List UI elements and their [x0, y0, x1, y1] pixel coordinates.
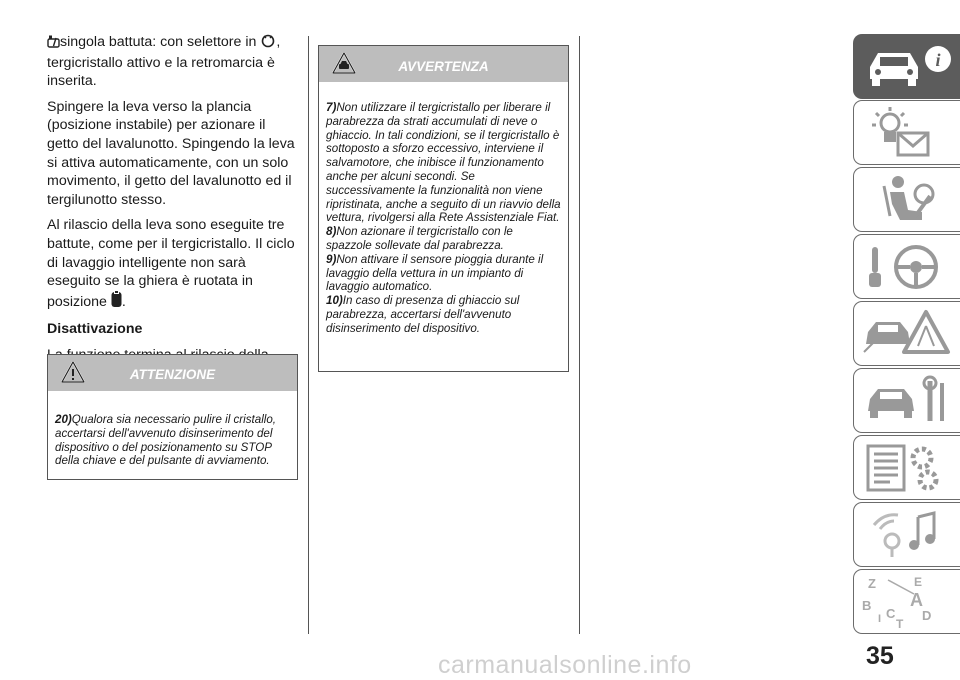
svg-text:I: I: [878, 613, 882, 625]
note-item: 8)Non azionare il tergicristallo con le spazzole sollevate dal parabrezza.: [326, 225, 513, 252]
seat-safety-icon: [860, 172, 955, 227]
page-number: 35: [866, 642, 894, 670]
avvertenza-header: [319, 46, 568, 82]
rear-wiper-icon: [47, 35, 60, 54]
section-heading-disattivazione: Disattivazione: [47, 321, 143, 338]
watermark: carmanualsonline.info: [438, 651, 692, 679]
svg-text:B: B: [862, 598, 872, 613]
index-icon: [860, 574, 955, 629]
paragraph-washer-jet: Spingere la leva verso la plancia (posizione instabile) per azionare il getto del lavalunotto. Spingendo la leva si attiva automaticamente, con un solo movimento, il getto del lavalunotto ed il tergilunotto stesso.: [47, 98, 295, 208]
car-info-icon: [860, 39, 955, 94]
svg-text:C: C: [886, 606, 896, 621]
column-divider: [308, 36, 309, 634]
technical-data-icon: [860, 440, 955, 495]
paragraph-rear-wiper-single-stroke: singola battuta: con selettore in , tergicristallo attivo e la retromarcia è inserita.: [47, 34, 281, 90]
note-item: 9)Non attivare il sensore pioggia durante il lavaggio della vettura in un impianto di lavaggio automatico.: [326, 252, 544, 294]
svg-text:D: D: [922, 608, 932, 623]
tab-lights-warnings[interactable]: [853, 100, 960, 165]
note-item: 20)Qualora sia necessario pulire il cristallo, accertarsi dell'avvenuto disinserimento del dispositivo o del posizionamento su STOP della chiave e del pulsante di avviamento.: [55, 413, 277, 468]
tab-maintenance[interactable]: [853, 368, 960, 433]
attenzione-notes: [48, 391, 297, 476]
main-text-column: [47, 33, 299, 390]
ring-position-icon: [111, 291, 122, 314]
column-divider: [579, 36, 580, 634]
tab-index[interactable]: [853, 569, 960, 634]
lights-warning-icon: [860, 105, 955, 160]
tab-safety[interactable]: [853, 167, 960, 232]
tab-emergency[interactable]: [853, 301, 960, 366]
tab-technical-data[interactable]: [853, 435, 960, 500]
svg-text:Z: Z: [868, 576, 876, 591]
multimedia-icon: [860, 507, 955, 562]
attenzione-header: [48, 355, 297, 391]
tab-starting-driving[interactable]: [853, 234, 960, 299]
maintenance-icon: [860, 373, 955, 428]
note-item: 7)Non utilizzare il tergicristallo per liberare il parabrezza da strati accumulati di neve o ghiaccio. In tali condizioni, se il tergicristallo è sottoposto a sforzo eccessivo, interviene il salvamotore, che inibisce il funzionamento anche per alcuni secondi. Se successivamente la funzionalità non viene ripristinata, anche a seguito di un riavvio della vettura, rivolgersi alla Rete Assistenziale Fiat.: [326, 101, 561, 225]
avvertenza-box: [318, 45, 569, 372]
svg-text:T: T: [896, 617, 904, 629]
tab-multimedia[interactable]: [853, 502, 960, 567]
selector-position-icon: [260, 34, 276, 54]
svg-text:E: E: [914, 575, 923, 589]
avvertenza-notes: [319, 82, 568, 344]
attenzione-title: ATTENZIONE: [129, 367, 216, 382]
note-item: 10)In caso di presenza di ghiaccio sul parabrezza, accertarsi dell'avvenuto disinserimento del dispositivo.: [326, 294, 520, 335]
tab-car-info[interactable]: [853, 34, 960, 99]
svg-text:A: A: [910, 590, 923, 610]
attenzione-box: [47, 354, 298, 480]
paragraph-wash-cycle: Al rilascio della leva sono eseguite tre battute, come per il tergicristallo. Il ciclo di lavaggio intelligente non sarà eseguito se la ghiera è ruotata in posizione .: [47, 216, 299, 313]
avvertenza-title: AVVERTENZA: [398, 59, 489, 74]
svg-text:i: i: [935, 50, 941, 70]
key-steering-icon: [860, 239, 955, 294]
emergency-icon: [860, 306, 955, 361]
